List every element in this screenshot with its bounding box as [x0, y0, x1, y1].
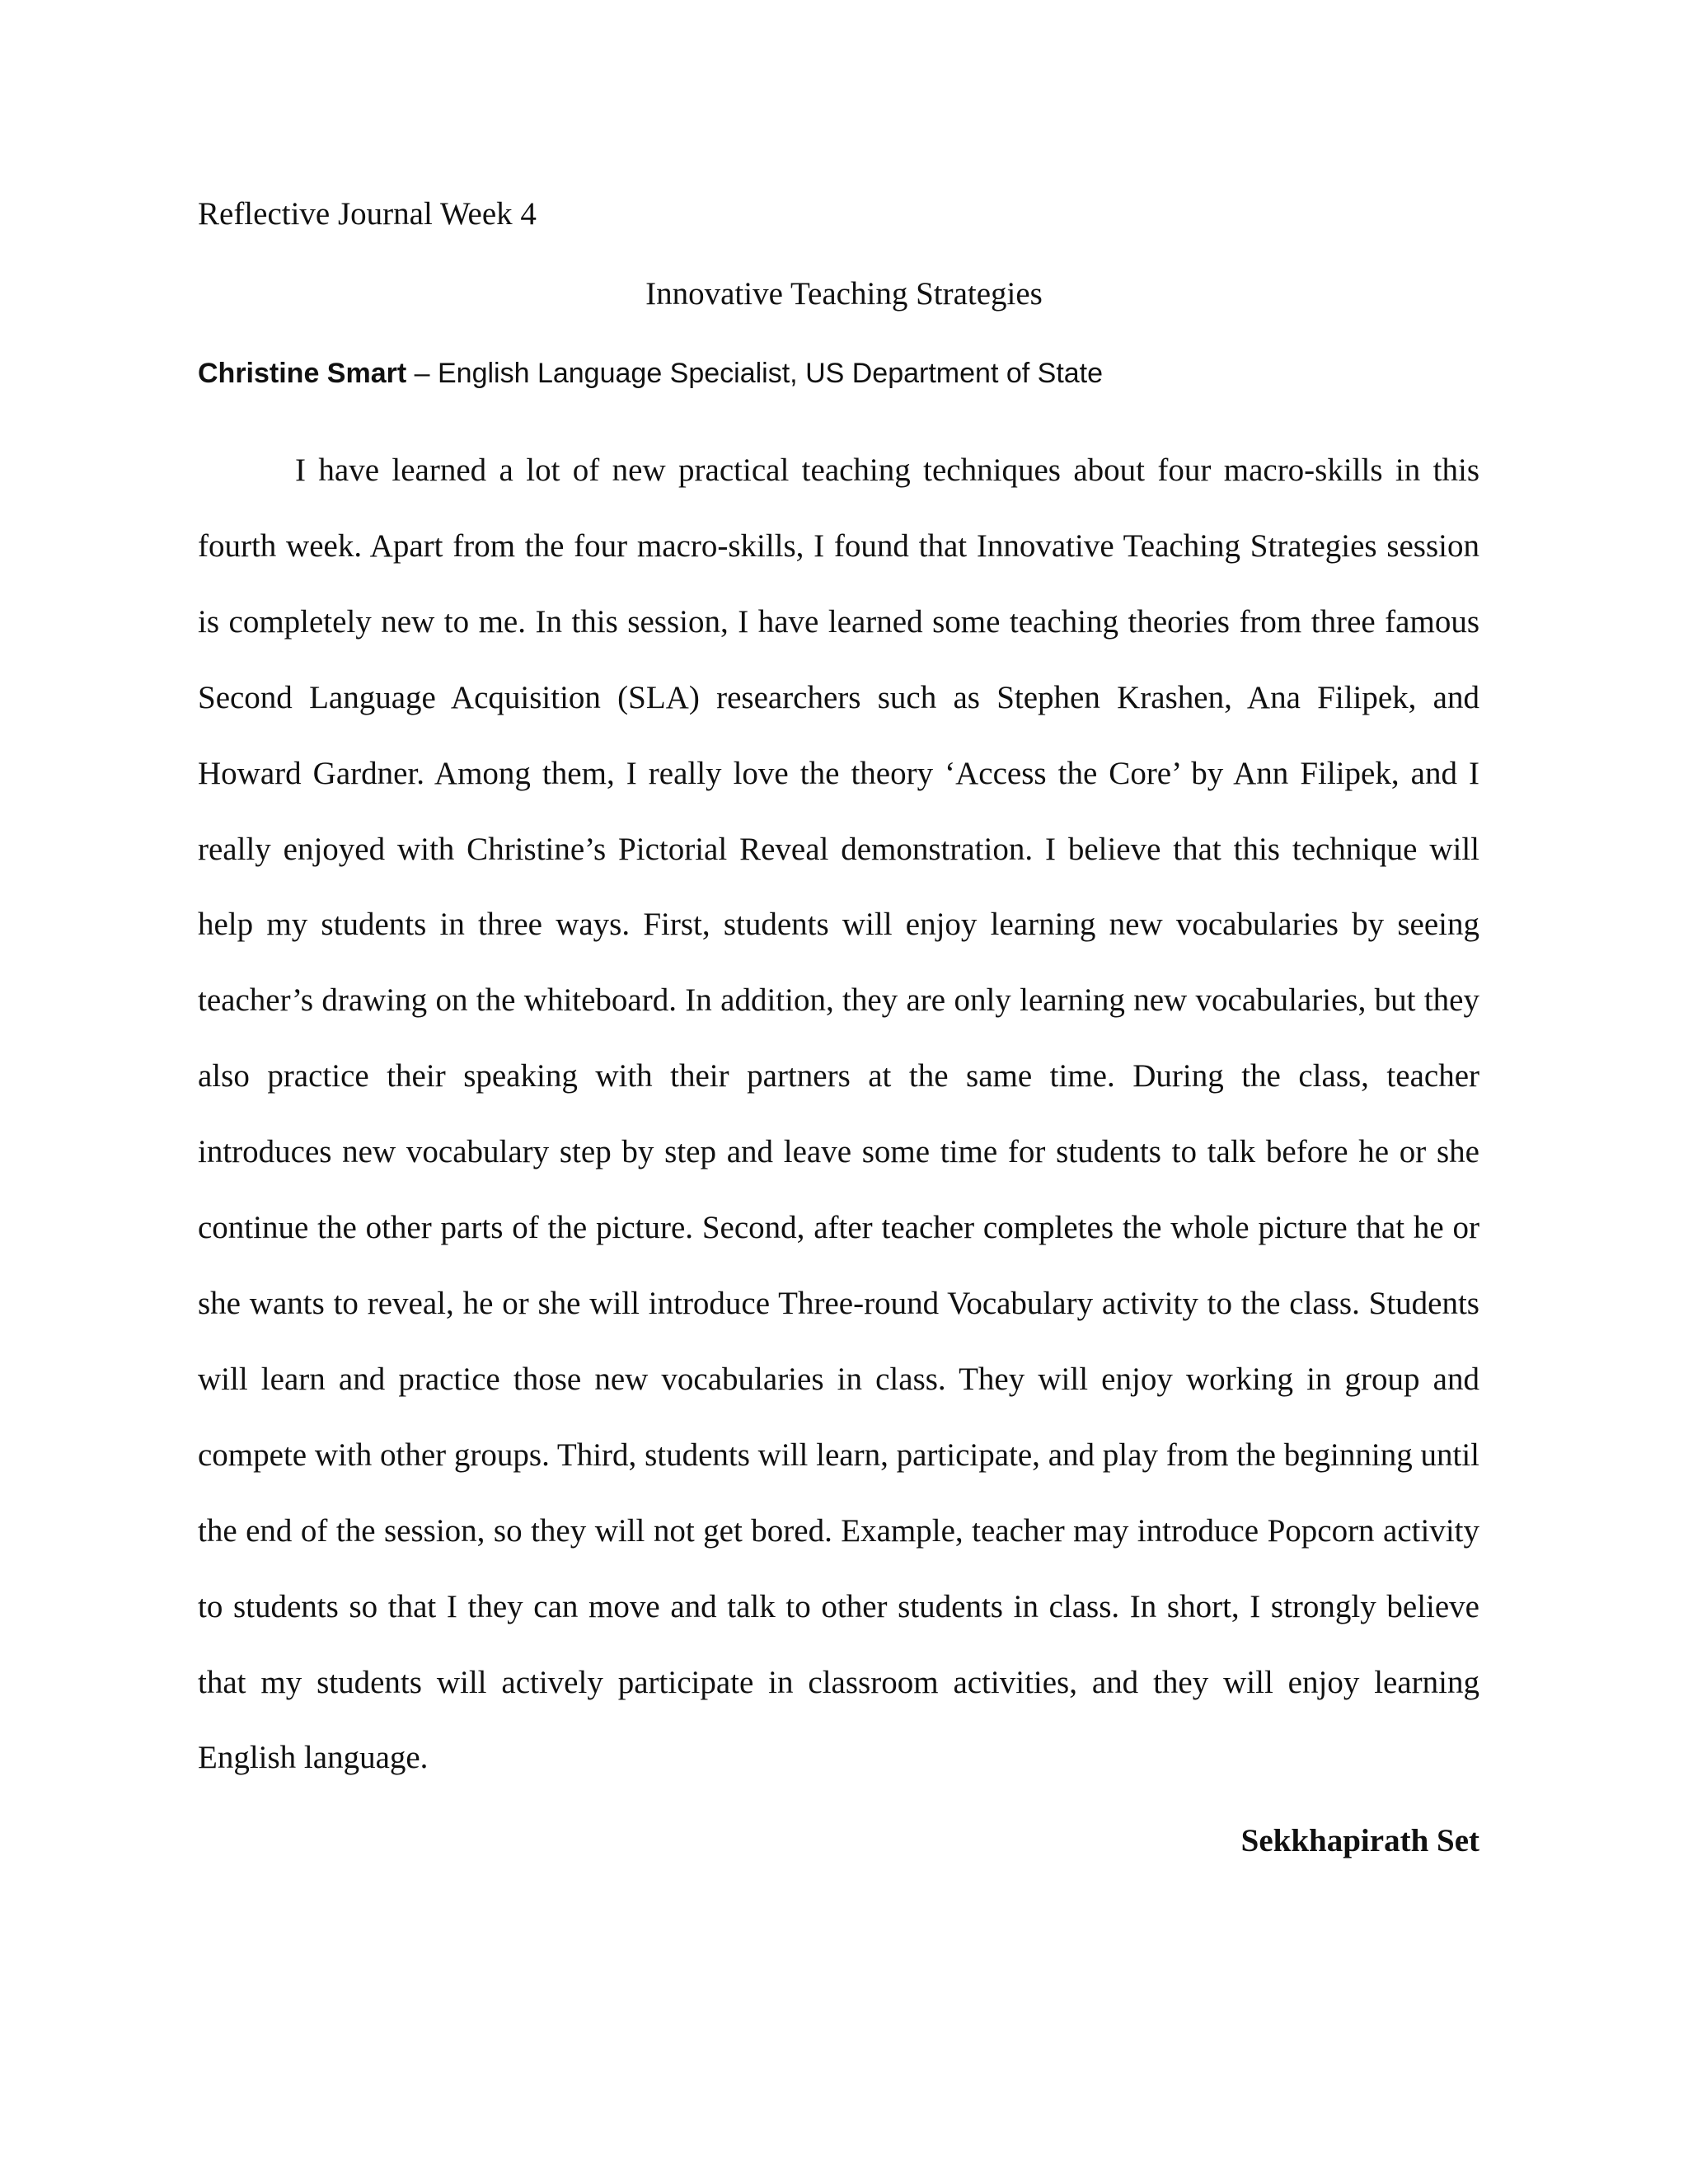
journal-label: Reflective Journal Week 4: [198, 196, 537, 232]
journal-body: I have learned a lot of new practical teaching techniques about four macro-skills in this fourth week. Apart from the four macro-skills, I found that Innovative Teaching Strategies session is completely new to me. In this session, I have learned some teaching theories from three famous Second Language Acquisition (SLA) researchers such as Stephen Krashen, Ana Filipek, and Howard Gardner. Among them, I really love the theory ‘Access the Core’ by Ann Filipek, and I really enjoyed with Christine’s Pictorial Reveal demonstration. I believe that this technique will help my students in three ways. First, students will enjoy learning new vocabularies by seeing teacher’s drawing on the whiteboard. In addition, they are only learning new vocabularies, but they also practice their speaking with their partners at the same time. During the class, teacher introduces new vocabulary step by step and leave some time for students to talk before he or she continue the other parts of the picture. Second, after teacher completes the whole picture that he or she wants to reveal, he or she will introduce Three-round Vocabulary activity to the class. Students will learn and practice those new vocabularies in class. They will enjoy working in group and compete with other groups. Third, students will learn, participate, and play from the beginning until the end of the session, so they will not get bored. Example, teacher may introduce Popcorn activity to students so that I they can move and talk to other students in class. In short, I strongly believe that my students will actively participate in classroom activities, and they will enjoy learning English language.: [198, 452, 1479, 1776]
speaker-name: Christine Smart: [198, 358, 407, 389]
page-title: Innovative Teaching Strategies: [645, 276, 1043, 312]
speaker-role: – English Language Specialist, US Department of State: [406, 358, 1104, 389]
speaker-line: [198, 354, 1103, 392]
author-signature: Sekkhapirath Set: [1240, 1823, 1479, 1858]
